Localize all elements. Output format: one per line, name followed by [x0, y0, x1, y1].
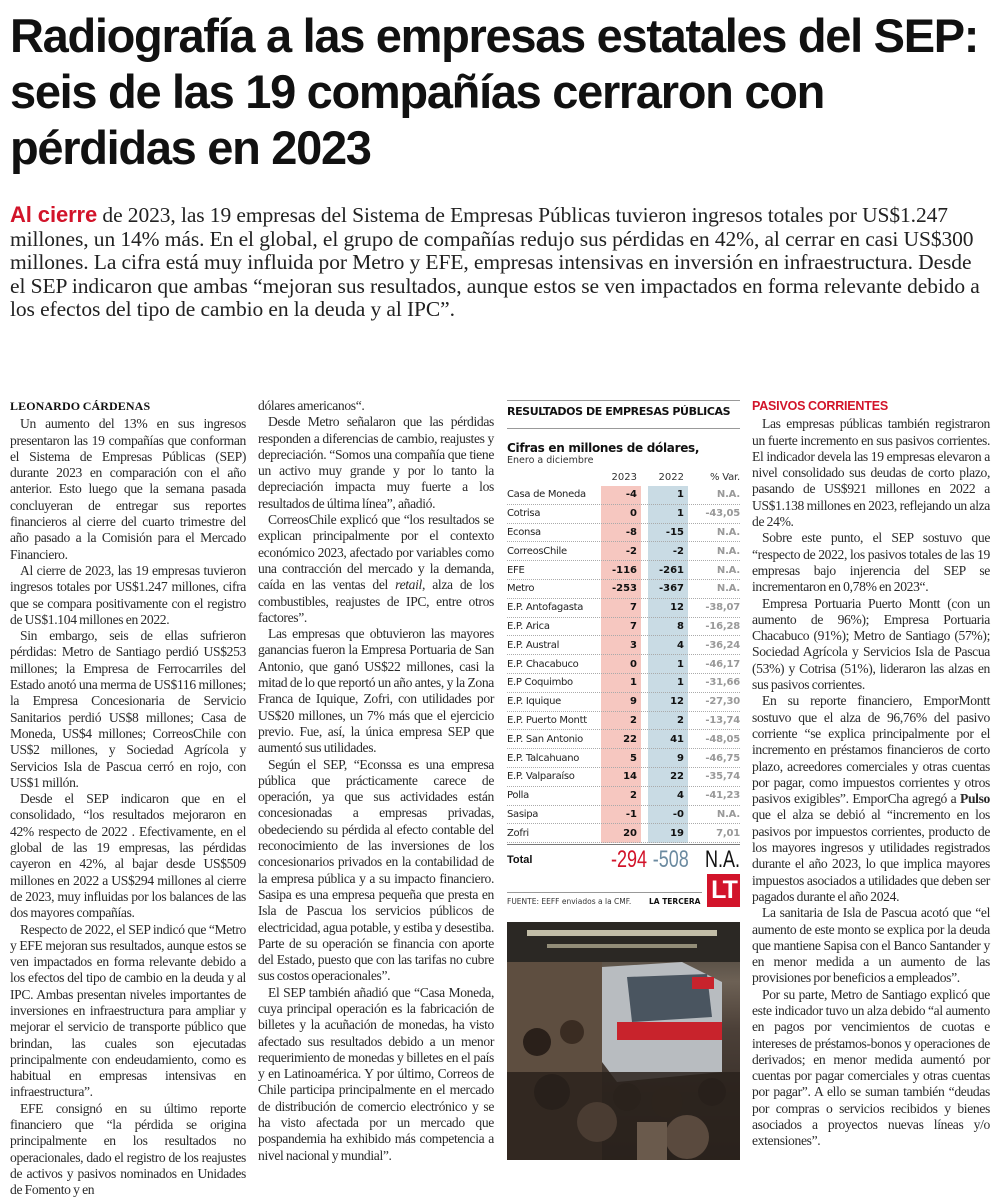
value-2022: 1 [677, 489, 684, 501]
percent-change: N.A. [716, 808, 740, 820]
header-2023: 2023 [611, 472, 637, 483]
table-title: RESULTADOS DE EMPRESAS PÚBLICAS [507, 405, 731, 418]
company-name: Metro [507, 583, 535, 595]
value-2023: 5 [630, 752, 637, 764]
table-row [507, 693, 740, 712]
value-2023: -2 [625, 545, 637, 557]
lead-kicker: Al cierre [10, 202, 98, 227]
lead-text: de 2023, las 19 empresas del Sistema de Empresas Públicas tuvieron ingresos totales por US$1.247 millones, un 14% más. En el global, el grupo de compañías redujo sus pérdidas en 42%, al cerrar en casi US$300 millones. La cifra está muy influida por Metro y EFE, empresas intensivas en inversión en infraestructura. Desde el SEP indicaron que ambas “mejoran sus resultados, aunque estos se ven impactados en forma relevante debido a los efectos del tipo de cambio en la deuda y al IPC”. [10, 203, 980, 322]
percent-change: N.A. [716, 545, 740, 557]
divider [507, 892, 702, 893]
article-paragraph: El SEP también añadió que “Casa Moneda, cuya principal operación es la fabricación de billetes y la acuñación de monedas, ha visto afectado sus resultados debido a un menor requerimiento de monedas y billetes en el país y en Latinoamérica. Y por último, Correos de Chile participa principalmente en el mercado de distribución de comercio electrónico y se ha visto afectada por un mercado que pospandemia ha exhibido más competencia a nivel nacional y mundial”. [258, 984, 494, 1163]
article-paragraph: Desde Metro señalaron que las pérdidas responden a diferencias de cambio, reajustes y depreciación. “Somos una compañía que tiene un activo muy grande y por lo tanto la depreciación impacta muy fuerte a los resultados de última línea”, añadió. [258, 414, 494, 511]
value-2023: -253 [611, 583, 637, 595]
lead-paragraph [10, 203, 990, 322]
value-2023: 2 [630, 790, 637, 802]
value-2022: 19 [670, 827, 684, 839]
value-2022: 22 [670, 771, 684, 783]
percent-change: -46,17 [705, 658, 740, 670]
table-row [507, 636, 740, 655]
total-2023: -294 [611, 845, 648, 873]
italic-run: retail [395, 577, 422, 593]
article-paragraph: Las empresas que obtuvieron las mayores ganancias fueron la Empresa Portuaria de San Antonio, que ganó US$22 millones, casi la mitad de lo que reportó un año antes, y la Zona Franca de Iquique, Zofri, con utilidades por US$20 millones, un 7% más que el ejercicio previo. Fue, así, la única empresa SEP que aumentó sus utilidades. [258, 626, 494, 756]
article-paragraph: Según el SEP, “Econssa es una empresa pública que prácticamente carece de operación, ya que sus actividades están concesionadas a empresas privadas, obedeciendo su pérdida al efecto contable del reconocimiento de las inversiones de los concesionarios privados en la contabilidad de la empresa pública y a su impacto financiero. Sasipa es una empresa pequeña que presta en Isla de Pascua los servicios públicos de electricidad, agua potable, y estiba y desestiba. Parte de su operación se financia con aporte del Estado, puesto que con las tarifas no cubre sus costos operacionales”. [258, 756, 494, 984]
article-paragraph: Sin embargo, seis de ellas sufrieron pérdidas: Metro de Santiago perdió US$253 millones; la Empresa de Ferrocarriles del Estado anotó una merma de US$116 millones; la Empresa Concesionaria de Servicio Sanitarios perdió US$8 millones; Casa de Moneda, US$4 millones; CorreosChile con US$2 millones, y Sociedad Agrícola y Servicios Isla de Pascua cerró en rojo, con US$1 millón. [10, 628, 246, 790]
value-2022: 8 [677, 620, 684, 632]
value-2023: 9 [630, 696, 637, 708]
value-2022: 41 [670, 733, 684, 745]
value-2022: 2 [677, 714, 684, 726]
company-name: E.P. Iquique [507, 696, 561, 708]
la-tercera-logo: LT [707, 874, 740, 907]
divider [507, 428, 740, 429]
table-header-row [507, 469, 740, 486]
value-2022: 12 [670, 602, 684, 614]
table-row [507, 824, 740, 843]
company-name: Sasipa [507, 808, 539, 820]
total-2022: -508 [652, 845, 689, 873]
header-2022: 2022 [658, 472, 684, 483]
text-run: , alza de los combustibles, reajustes de IPC, entre otros factores”. [258, 577, 494, 625]
company-name: E.P Coquimbo [507, 677, 573, 689]
article-paragraph: dólares americanos“. [258, 398, 365, 413]
table-row [507, 749, 740, 768]
table-row [507, 674, 740, 693]
text-run: que el alza se debió al “incremento en los pasivos por impuestos corrientes, producto de los mayores ingresos y utilidades registrados durante el año 2023, lo que implica mayores impuestos asociados a utilidades que deben ser pagados durante el año 2024. [752, 807, 990, 904]
bold-run: Pulso [960, 791, 990, 807]
company-name: E.P. Antofagasta [507, 602, 584, 614]
percent-change: 7,01 [716, 827, 740, 839]
value-2023: 1 [630, 677, 637, 689]
article-paragraph: Empresa Portuaria Puerto Montt (con un aumento de 96%); Empresa Portuaria Chacabuco (91%); Metro de Santiago (57%); Sociedad Agrícola y Servicios Isla de Pascua (53%) y Cotrisa (51%), lideraron las alzas en sus pasivos corrientes. [752, 595, 990, 693]
value-2022: 1 [677, 508, 684, 520]
article-paragraph: Desde el SEP indicaron que en el consolidado, “los resultados mejoraron en 42% respecto de 2022 . Efectivamente, en el global de las 19 empresas, las pérdidas cayeron en 42%, al bajar desde US$509 millones en 2022 a US$294 millones al cierre de 2023, muy influidas por los balances de las dos mayores compañías. [10, 791, 246, 921]
value-2023: -8 [625, 526, 637, 538]
company-name: Polla [507, 790, 529, 802]
company-name: Cotrisa [507, 508, 541, 520]
value-2022: 9 [677, 752, 684, 764]
percent-change: -41,23 [705, 790, 740, 802]
article-paragraph: La sanitaria de Isla de Pascua acotó que “el aumento de este monto se explica por la deuda que mantiene Sapisa con el Banco Santander y en menor medida a un aumento de las provisiones por beneficios a empleados”. [752, 905, 990, 986]
percent-change: -13,74 [705, 714, 740, 726]
article-column-3 [752, 398, 990, 1150]
percent-change: N.A. [716, 583, 740, 595]
table-footer [507, 874, 740, 910]
table-total-row [507, 844, 740, 874]
table-row [507, 655, 740, 674]
article-paragraph: Por su parte, Metro de Santiago explicó que este indicador tuvo un alza debido “al aumento en pagos por vencimientos de cuotas e intereses de préstamos-bonos y operaciones de derivados; en menor medida aumentó por cuentas por pagar comerciales y otras cuentas por pagar”. A ello se suman también “deudas por compras o servicios recibidos y bienes asociados a proyectos nuevas líneas y/o extensiones”. [752, 986, 990, 1149]
percent-change: N.A. [716, 489, 740, 501]
value-2022: 1 [677, 677, 684, 689]
percent-change: -31,66 [705, 677, 740, 689]
value-2023: 22 [623, 733, 637, 745]
percent-change: N.A. [716, 564, 740, 576]
total-label: Total [507, 853, 533, 866]
percent-change: -36,24 [705, 639, 740, 651]
percent-change: -35,74 [705, 771, 740, 783]
metro-station-photo [507, 922, 740, 1160]
value-2022: -261 [658, 564, 684, 576]
table-row [507, 561, 740, 580]
value-2023: 7 [630, 620, 637, 632]
article-paragraph: Al cierre de 2023, las 19 empresas tuvieron ingresos totales por US$1.247 millones, cifra que se compara positivamente con el registro de US$1.104 millones en 2022. [10, 562, 246, 627]
table-row [507, 599, 740, 618]
article-paragraph: EFE consignó en su último reporte financiero que “la pérdida se origina principalmente en los resultados no operacionales, dado el registro de los reajustes de activos y pasivos nominados en Unidades de Fomento y en [10, 1100, 246, 1198]
company-name: E.P. San Antonio [507, 733, 583, 745]
value-2023: 7 [630, 602, 637, 614]
table-row [507, 712, 740, 731]
company-name: Casa de Moneda [507, 489, 586, 501]
value-2023: -116 [611, 564, 637, 576]
table-row [507, 580, 740, 599]
value-2022: 4 [677, 639, 684, 651]
value-2023: 0 [630, 658, 637, 670]
value-2022: -0 [672, 808, 684, 820]
company-name: CorreosChile [507, 545, 567, 557]
value-2023: 14 [623, 771, 637, 783]
table-row [507, 787, 740, 806]
value-2023: -1 [625, 808, 637, 820]
company-name: E.P. Arica [507, 620, 550, 632]
value-2022: -2 [672, 545, 684, 557]
table-subtitle: Cifras en millones de dólares, [507, 441, 700, 455]
percent-change: -43,05 [705, 508, 740, 520]
article-paragraph [752, 693, 990, 905]
article-paragraph: Un aumento del 13% en sus ingresos presentaron las 19 compañías que conforman el Sistema de Empresas Públicas (SEP) durante 2023 en comparación con el año anterior. Esto luego que la semana pasada concluyeran de entregar sus reportes financieros al cierre del cuarto trimestre del año pasado a la Comisión para el Mercado Financiero. [10, 416, 246, 562]
value-2022: 12 [670, 696, 684, 708]
percent-change: -27,30 [705, 696, 740, 708]
percent-change: -38,07 [705, 602, 740, 614]
results-table-box [507, 400, 740, 910]
text-run: CorreosChile explicó que “los resultados se explican principalmente por el contexto económico 2023, afectado por variables como una contracción del mercado y la demanda, caída en las ventas del [258, 512, 494, 593]
percent-change: N.A. [716, 526, 740, 538]
percent-change: -16,28 [705, 620, 740, 632]
table-row [507, 542, 740, 561]
headline: Radiografía a las empresas estatales del SEP: seis de las 19 compañías cerraron con pérdidas en 2023 [10, 9, 979, 174]
table-row [507, 505, 740, 524]
article-paragraph [258, 512, 494, 626]
value-2023: 2 [630, 714, 637, 726]
company-name: Zofri [507, 827, 529, 839]
table-row [507, 486, 740, 505]
article-column-2 [258, 398, 494, 1164]
percent-change: -46,75 [705, 752, 740, 764]
article-column-1 [10, 398, 246, 1199]
header-var: % Var. [709, 472, 740, 483]
value-2023: 0 [630, 508, 637, 520]
value-2023: 20 [623, 827, 637, 839]
company-name: E.P. Talcahuano [507, 752, 580, 764]
article-paragraph: Sobre este punto, el SEP sostuvo que “respecto de 2022, los pasivos totales de las 19 empresas bajo injerencia del SEP se incrementaron en 0,78% en 2023“. [752, 530, 990, 595]
table-row [507, 768, 740, 787]
article-paragraph: Las empresas públicas también registraron un fuerte incremento en sus pasivos corrientes. El indicador devela las 19 empresas elevaron a nivel consolidado sus deudas de corto plazo, pasando de US$921 millones en 2022 a US$1.138 millones en 2023, reflejando un alza de 24%. [752, 416, 990, 530]
byline: LEONARDO CÁRDENAS [10, 399, 151, 413]
brand-name: LA TERCERA [649, 897, 701, 907]
company-name: E.P. Austral [507, 639, 560, 651]
table-row [507, 806, 740, 825]
company-name: Econsa [507, 526, 541, 538]
value-2022: -15 [665, 526, 684, 538]
table-row [507, 618, 740, 637]
results-table [507, 469, 740, 843]
text-run: En su reporte financiero, EmporMontt sostuvo que el alza de 96,76% del pasivo corriente “se explica principalmente por el incremento en préstamos financieros de corto plazo, acreedores comerciales y otras cuentas por pagar, como impuestos corrientes y otros pasivos exigibles”. EmporCha agregó a [752, 693, 990, 807]
table-source: FUENTE: EEFF enviados a la CMF. [507, 897, 632, 907]
value-2022: -367 [658, 583, 684, 595]
table-period: Enero a diciembre [507, 455, 594, 466]
value-2023: -4 [625, 489, 637, 501]
company-name: EFE [507, 564, 525, 576]
value-2022: 1 [677, 658, 684, 670]
company-name: E.P. Puerto Montt [507, 714, 587, 726]
article-paragraph: Respecto de 2022, el SEP indicó que “Metro y EFE mejoran sus resultados, aunque estos se ven impactados en forma relevante debido a los efectos del tipo de cambio en la deuda y al IPC. Ambas presentan niveles importantes de inversiones en infraestructura para ampliar y mejorar el servicio de transporte público que brindan, las cuales son ejecutadas principalmente con endeudamiento, como es habitual en empresas intensivas en infraestructura”. [10, 921, 246, 1100]
company-name: E.P. Chacabuco [507, 658, 579, 670]
value-2023: 3 [630, 639, 637, 651]
value-2022: 4 [677, 790, 684, 802]
table-row [507, 524, 740, 543]
section-heading: PASIVOS CORRIENTES [752, 399, 888, 413]
table-row [507, 730, 740, 749]
company-name: E.P. Valparaíso [507, 771, 575, 783]
metro-photo-illustration [507, 922, 740, 1160]
percent-change: -48,05 [705, 733, 740, 745]
total-var: N.A. [704, 845, 740, 873]
